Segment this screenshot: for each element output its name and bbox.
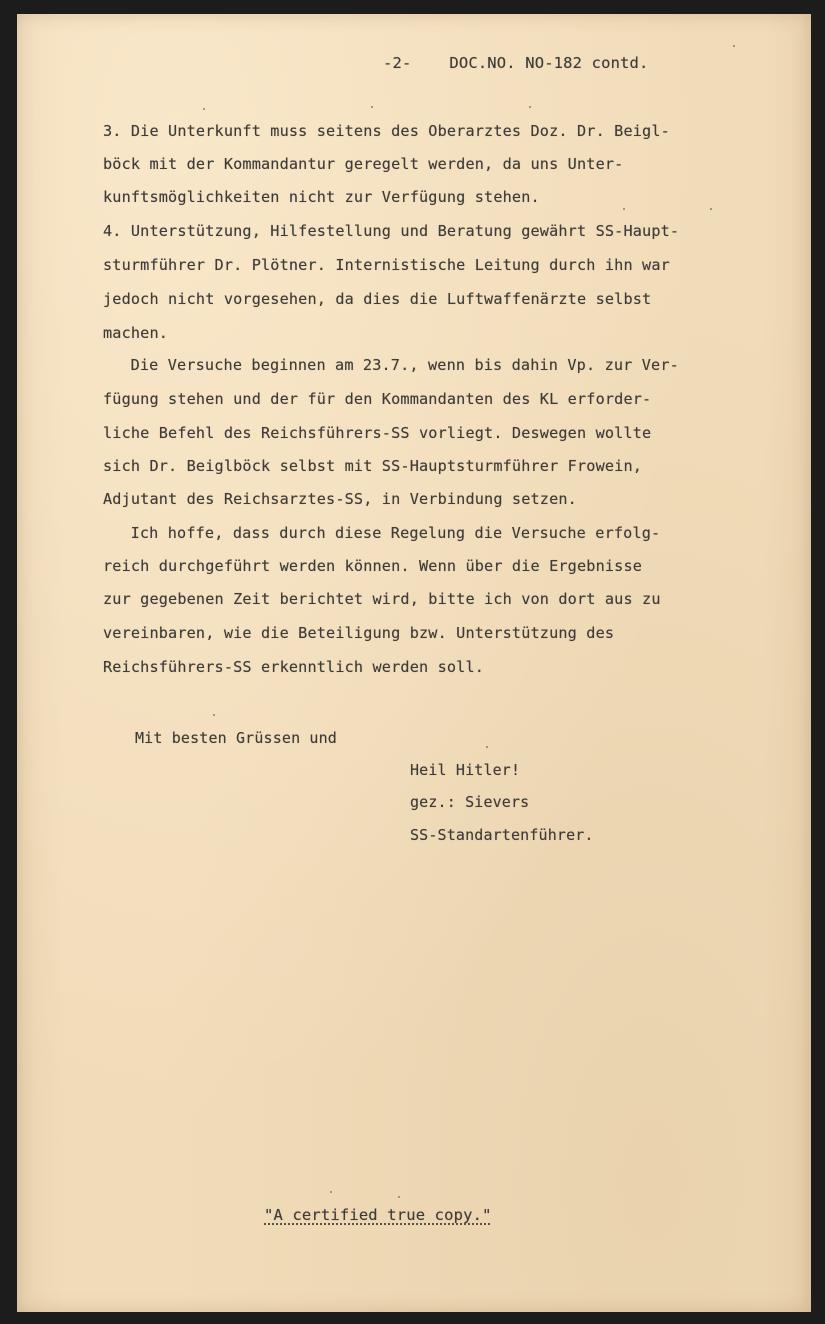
body-line: vereinbaren, wie die Beteiligung bzw. Unterstützung des xyxy=(103,624,615,642)
body-line: sich Dr. Beiglböck selbst mit SS-Hauptsturmführer Frowein, xyxy=(103,457,643,475)
body-line: Die Versuche beginnen am 23.7., wenn bis dahin Vp. zur Ver- xyxy=(112,356,679,374)
body-line: Reichsführers-SS erkenntlich werden soll. xyxy=(103,658,485,676)
closing-greeting: Mit besten Grüssen und xyxy=(135,729,337,747)
body-line: liche Befehl des Reichsführers-SS vorliegt. Deswegen wollte xyxy=(103,424,652,442)
scan-speck xyxy=(371,106,373,108)
body-line: 4. Unterstützung, Hilfestellung und Beratung gewährt SS-Haupt- xyxy=(103,222,680,240)
scan-speck xyxy=(710,208,712,210)
body-line: Ich hoffe, dass durch diese Regelung die Versuche erfolg- xyxy=(112,524,661,542)
body-line: 3. Die Unterkunft muss seitens des Oberarztes Doz. Dr. Beigl- xyxy=(103,122,670,140)
certified-copy-note: "A certified true copy." xyxy=(264,1206,492,1224)
body-line: reich durchgeführt werden können. Wenn über die Ergebnisse xyxy=(103,557,643,575)
body-line: zur gegebenen Zeit berichtet wird, bitte ich von dort aus zu xyxy=(103,590,661,608)
scan-speck xyxy=(486,746,488,748)
scan-speck xyxy=(398,1196,400,1198)
scan-speck xyxy=(733,45,735,47)
scan-speck xyxy=(213,714,215,716)
signatory-rank: SS-Standartenführer. xyxy=(410,826,594,844)
body-line: machen. xyxy=(103,324,169,342)
closing-salute: Heil Hitler! xyxy=(410,761,521,779)
scan-speck xyxy=(623,208,625,210)
scan-speck xyxy=(529,106,531,108)
body-line: böck mit der Kommandantur geregelt werden, da uns Unter- xyxy=(103,155,624,173)
body-line: sturmführer Dr. Plötner. Internistische Leitung durch ihn war xyxy=(103,256,670,274)
signature-line: gez.: Sievers xyxy=(410,793,530,811)
scan-speck xyxy=(203,108,205,110)
body-line: kunftsmöglichkeiten nicht zur Verfügung stehen. xyxy=(103,188,540,206)
page-header: -2- DOC.NO. NO-182 contd. xyxy=(383,54,649,72)
body-line: jedoch nicht vorgesehen, da dies die Luftwaffenärzte selbst xyxy=(103,290,652,308)
scan-speck xyxy=(330,1191,332,1193)
body-line: Adjutant des Reichsarztes-SS, in Verbindung setzen. xyxy=(103,490,577,508)
body-line: fügung stehen und der für den Kommandanten des KL erforder- xyxy=(103,390,652,408)
